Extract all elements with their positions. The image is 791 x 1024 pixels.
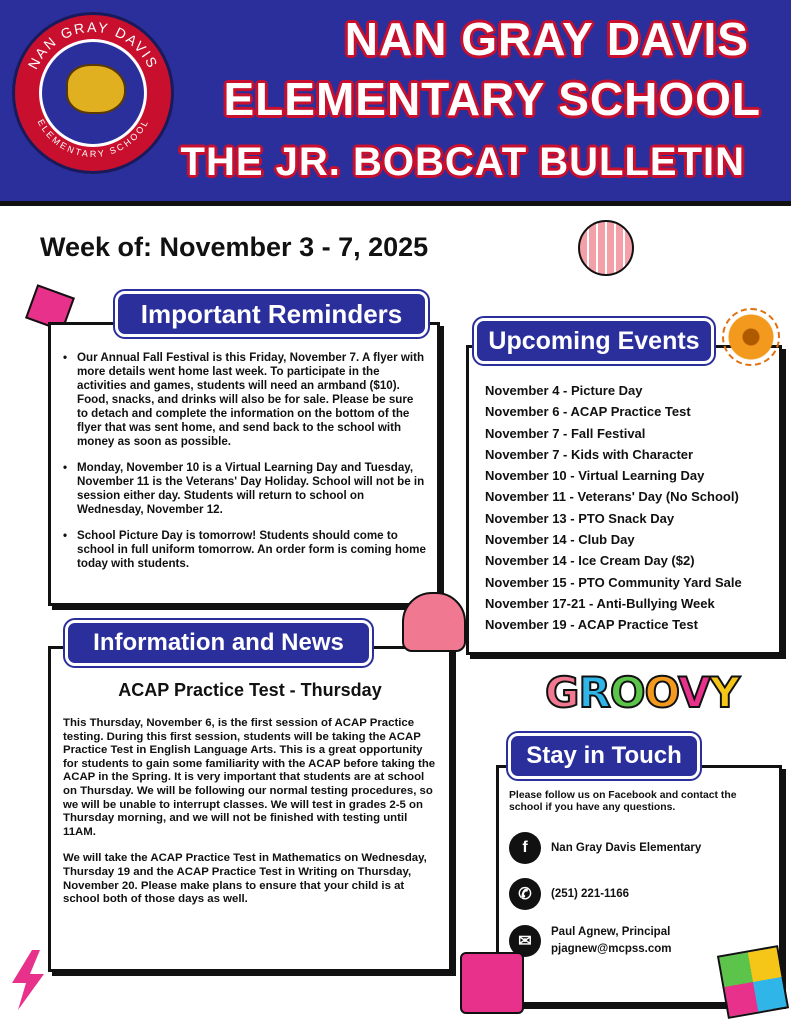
info-subtitle: ACAP Practice Test - Thursday (118, 680, 382, 700)
event-item: November 14 - Ice Cream Day ($2) (485, 553, 695, 569)
event-item: November 17-21 - Anti-Bullying Week (485, 595, 715, 611)
header-banner (0, 0, 791, 206)
events-box (466, 345, 782, 655)
school-name-line1: NAN GRAY DAVIS (344, 13, 749, 65)
school-logo (12, 12, 174, 174)
event-item: November 19 - ACAP Practice Test (485, 617, 698, 633)
lightning-icon (8, 950, 48, 1010)
event-item: November 11 - Veterans' Day (No School) (485, 489, 739, 505)
van-icon (402, 592, 466, 652)
event-item: November 15 - PTO Community Yard Sale (485, 574, 742, 590)
boombox-icon (460, 952, 524, 1014)
svg-text:NAN GRAY DAVIS (25, 19, 162, 72)
reminder-item: • Our Annual Fall Festival is this Friday, November 7. A flyer with more details went home last week. To participate in the activities and games, students will need an armband ($10). Food, snacks, and drinks will also be for sale. Please be sure to detach and complete the information on the bottom of the flyer that was sent home, and send back to the school with money as soon as possible. (59, 351, 427, 449)
groovy-letter: G (545, 668, 579, 717)
groovy-letter: Y (709, 668, 740, 717)
email-link[interactable]: pjagnew@mcpss.com (551, 943, 672, 955)
event-item: November 7 - Fall Festival (485, 425, 646, 441)
event-item: November 4 - Picture Day (485, 383, 643, 398)
disco-ball-character-icon (578, 220, 634, 276)
logo-text-top: NAN GRAY DAVIS (24, 18, 162, 72)
rubiks-cube-icon (717, 945, 789, 1019)
flower-icon (722, 308, 780, 366)
school-name-line2: ELEMENTARY SCHOOL (223, 73, 761, 125)
principal-name: Paul Agnew, Principal (551, 926, 671, 938)
phone-number[interactable]: (251) 221-1166 (551, 887, 630, 900)
contact-title: Stay in Touch (508, 733, 700, 779)
events-title: Upcoming Events (474, 318, 714, 364)
groovy-letter: O (609, 668, 645, 717)
event-item: November 7 - Kids with Character (485, 446, 694, 462)
facebook-icon: f (509, 832, 541, 864)
event-item: November 14 - Club Day (485, 532, 635, 548)
event-item: November 13 - PTO Snack Day (485, 510, 675, 526)
groovy-text (545, 668, 739, 717)
reminders-title: Important Reminders (115, 291, 428, 337)
reminder-item: • Monday, November 10 is a Virtual Learning Day and Tuesday, November 11 is the Veterans' Day Holiday. School will not be in session either day. Students will return to school on Wednesday, November 12. (59, 461, 427, 517)
svg-text:ELEMENTARY SCHOOL (35, 118, 150, 160)
groovy-letter: V (678, 668, 710, 717)
week-of-heading: Week of: November 3 - 7, 2025 (40, 232, 429, 262)
info-paragraph: We will take the ACAP Practice Test in Mathematics on Wednesday, Thursday 19 and the ACAP Practice Test in Writing on Thursday, November 20. Please make plans to ensure that your child is at school both of those days as well. (63, 852, 427, 906)
event-item: November 6 - ACAP Practice Test (485, 404, 691, 420)
groovy-letter: R (578, 668, 610, 717)
groovy-letter: O (644, 668, 679, 717)
email-icon: ✉ (509, 925, 541, 957)
info-title: Information and News (65, 620, 372, 666)
bulletin-title: THE JR. BOBCAT BULLETIN (180, 140, 745, 184)
phone-icon: ✆ (509, 878, 541, 910)
reminders-box (48, 322, 440, 606)
logo-text-bottom: ELEMENTARY SCHOOL (35, 117, 151, 160)
reminder-item: • School Picture Day is tomorrow! Students should come to school in full uniform tomorrow. An order form is coming home today with students. (59, 529, 427, 571)
contact-intro: Please follow us on Facebook and contact the school if you have any questions. (509, 790, 737, 813)
facebook-link[interactable]: Nan Gray Davis Elementary (551, 841, 702, 854)
event-item: November 10 - Virtual Learning Day (485, 468, 705, 484)
info-paragraph: This Thursday, November 6, is the first session of ACAP Practice testing. During this first session, students will be taking the ACAP Practice Test in English Language Arts. This is a great opportunity for students to gain some familiarity with the ACAP before taking the ACAP in the Spring. It is very important that students are at school on Thursday. We will be following our normal testing procedures, so we will be unable to interrupt classes. We will test in grades 2-5 on Thursday morning, and we will not be finished with testing until 11AM. (63, 717, 436, 838)
